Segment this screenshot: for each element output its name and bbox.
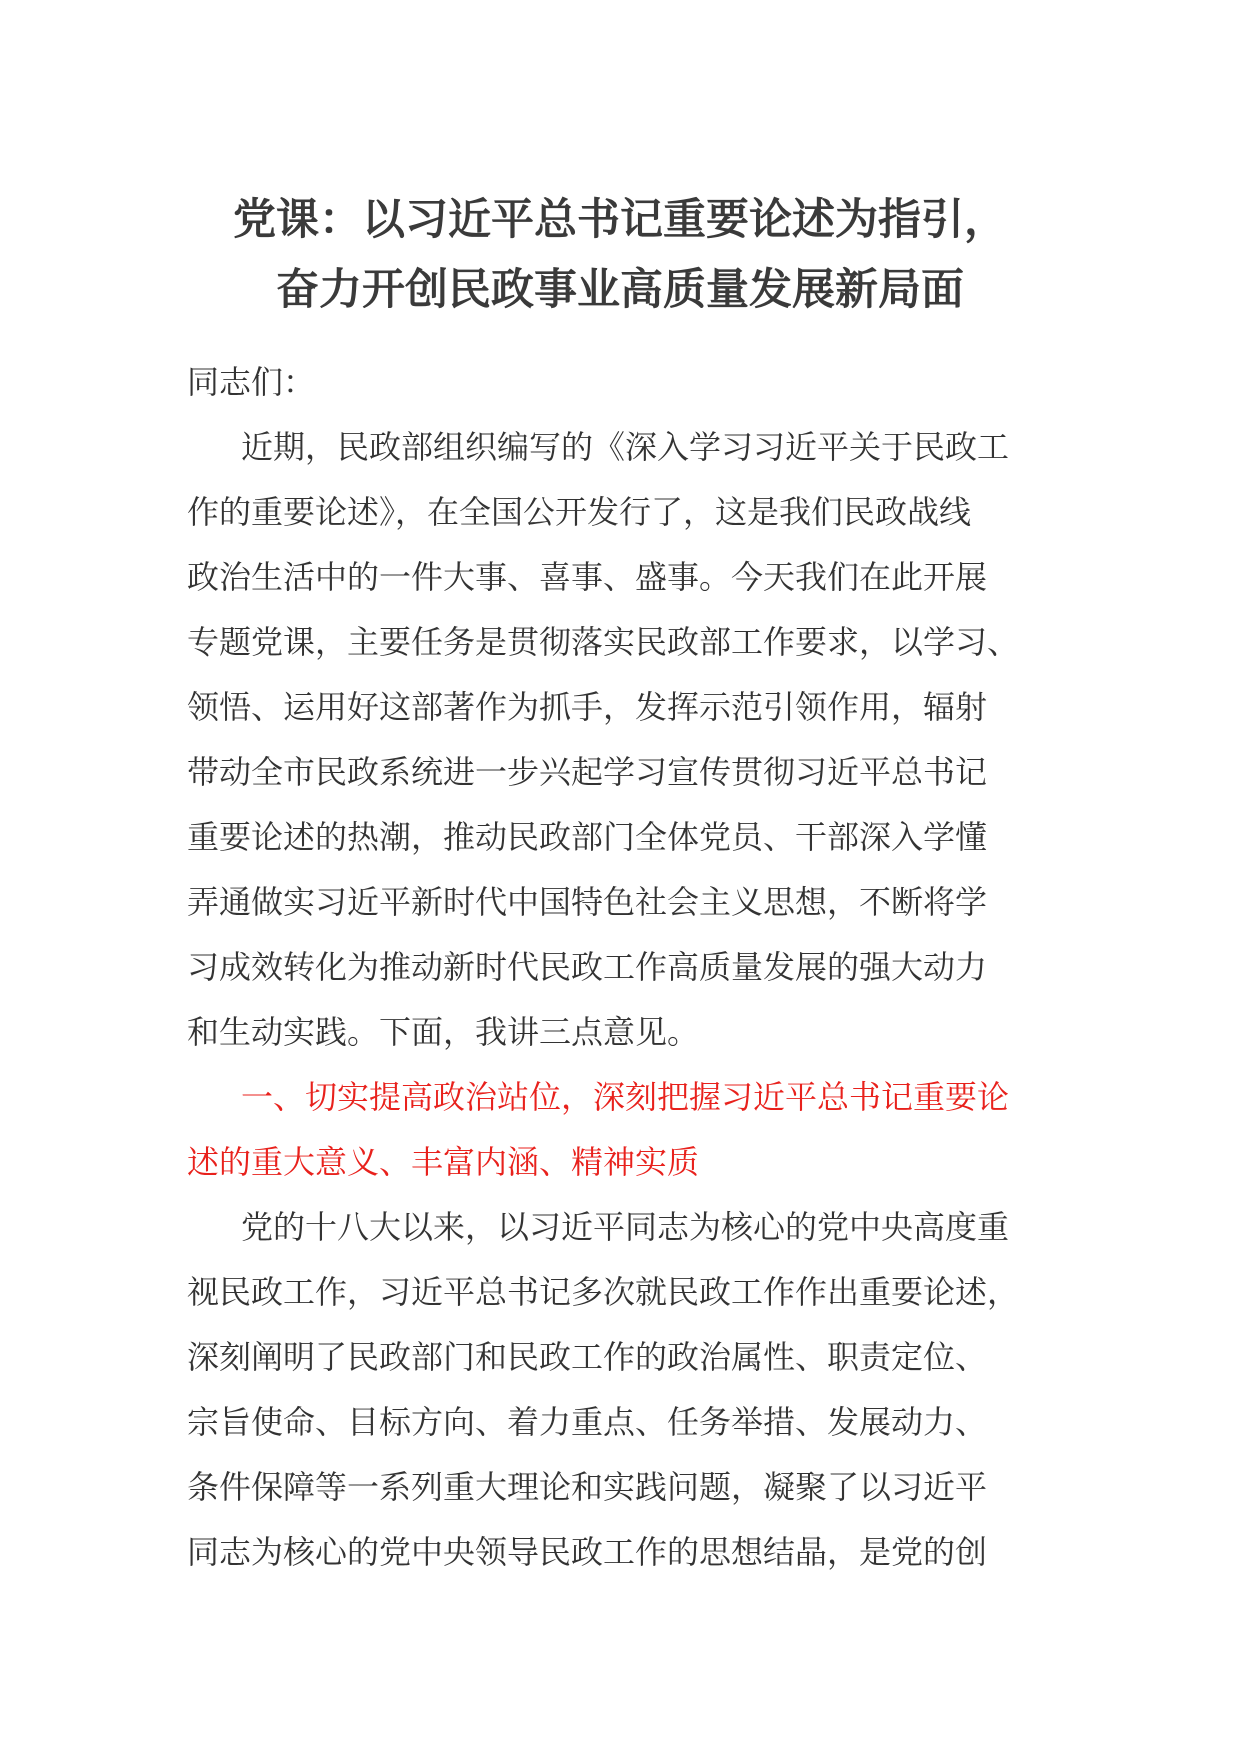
paragraph-line: 专题党课，主要任务是贯彻落实民政部工作要求，以学习、 <box>187 623 1020 661</box>
paragraph-line: 带动全市民政系统进一步兴起学习宣传贯彻习近平总书记 <box>187 753 988 791</box>
document-title-line-1: 党课：以习近平总书记重要论述为指引， <box>233 195 1007 245</box>
heading-line: 一、切实提高政治站位，深刻把握习近平总书记重要论 <box>241 1078 1010 1116</box>
paragraph-line: 宗旨使命、目标方向、着力重点、任务举措、发展动力、 <box>187 1403 988 1441</box>
paragraph-line: 作的重要论述》，在全国公开发行了，这是我们民政战线 <box>187 493 972 531</box>
paragraph-line: 同志为核心的党中央领导民政工作的思想结晶，是党的创 <box>187 1533 988 1571</box>
paragraph-line: 近期，民政部组织编写的《深入学习习近平关于民政工 <box>241 428 1010 466</box>
section-heading-1 <box>187 1065 1057 1195</box>
paragraph-line: 政治生活中的一件大事、喜事、盛事。今天我们在此开展 <box>187 558 988 596</box>
paragraph-line: 深刻阐明了民政部门和民政工作的政治属性、职责定位、 <box>187 1338 988 1376</box>
document-body <box>187 350 1057 1585</box>
document-title-line-2: 奋力开创民政事业高质量发展新局面 <box>276 265 964 315</box>
paragraph-line: 习成效转化为推动新时代民政工作高质量发展的强大动力 <box>187 948 988 986</box>
paragraph-intro <box>187 415 1057 1065</box>
paragraph-section-1 <box>187 1195 1057 1585</box>
paragraph-line: 弄通做实习近平新时代中国特色社会主义思想，不断将学 <box>187 883 988 921</box>
paragraph-line: 重要论述的热潮，推动民政部门全体党员、干部深入学懂 <box>187 818 988 856</box>
paragraph-line: 视民政工作，习近平总书记多次就民政工作作出重要论述， <box>187 1273 1020 1311</box>
paragraph-line: 领悟、运用好这部著作为抓手，发挥示范引领作用，辐射 <box>187 688 988 726</box>
paragraph-line: 和生动实践。下面，我讲三点意见。 <box>187 1013 700 1051</box>
paragraph-line: 条件保障等一系列重大理论和实践问题，凝聚了以习近平 <box>187 1468 988 1506</box>
heading-line: 述的重大意义、丰富内涵、精神实质 <box>187 1143 700 1181</box>
paragraph-line: 党的十八大以来，以习近平同志为核心的党中央高度重 <box>241 1208 1010 1246</box>
salutation: 同志们： <box>187 363 316 401</box>
